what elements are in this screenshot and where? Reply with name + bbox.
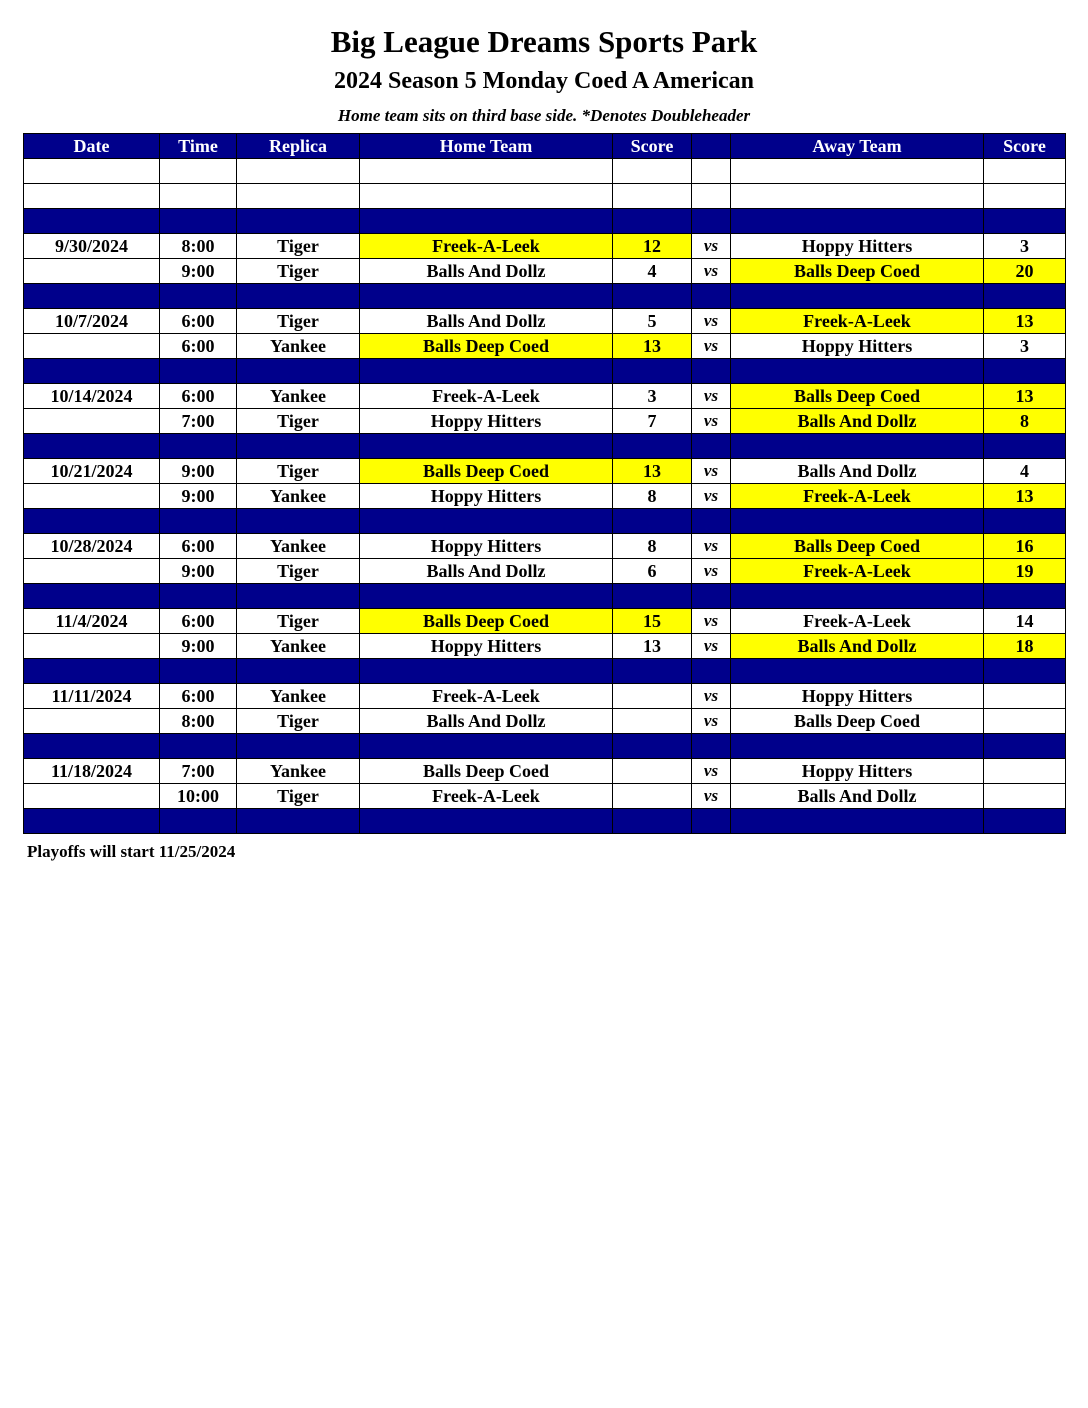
home-score-cell xyxy=(613,359,692,384)
away-score-cell: 20 xyxy=(984,259,1066,284)
game-row xyxy=(24,459,1066,484)
away-score-cell xyxy=(984,159,1066,184)
time-cell: 6:00 xyxy=(160,534,237,559)
time-cell xyxy=(160,434,237,459)
date-cell: 10/21/2024 xyxy=(24,459,160,484)
home-score-cell xyxy=(613,434,692,459)
away-score-cell: 18 xyxy=(984,634,1066,659)
home-team-cell: Hoppy Hitters xyxy=(360,634,613,659)
page-subtitle: 2024 Season 5 Monday Coed A American xyxy=(333,68,755,94)
away-score-cell: 8 xyxy=(984,409,1066,434)
time-cell xyxy=(160,184,237,209)
home-score-cell: 8 xyxy=(613,484,692,509)
away-team-cell: Balls And Dollz xyxy=(731,634,984,659)
game-row xyxy=(24,634,1066,659)
home-team-cell: Freek-A-Leek xyxy=(360,784,613,809)
vs-cell: vs xyxy=(692,759,731,784)
separator-row xyxy=(24,509,1066,534)
replica-cell xyxy=(237,659,360,684)
col-header-time: Time xyxy=(160,134,237,159)
time-cell: 6:00 xyxy=(160,609,237,634)
replica-cell xyxy=(237,209,360,234)
replica-cell: Tiger xyxy=(237,609,360,634)
away-score-cell xyxy=(984,709,1066,734)
away-team-cell xyxy=(731,734,984,759)
vs-cell: vs xyxy=(692,634,731,659)
away-score-cell xyxy=(984,284,1066,309)
away-team-cell xyxy=(731,159,984,184)
replica-cell: Yankee xyxy=(237,534,360,559)
separator-row xyxy=(24,734,1066,759)
replica-cell: Tiger xyxy=(237,559,360,584)
away-team-cell xyxy=(731,359,984,384)
vs-cell: vs xyxy=(692,259,731,284)
home-score-cell xyxy=(613,709,692,734)
away-team-cell xyxy=(731,209,984,234)
home-score-cell xyxy=(613,684,692,709)
date-cell xyxy=(24,584,160,609)
home-score-cell: 12 xyxy=(613,234,692,259)
home-team-cell xyxy=(360,509,613,534)
home-team-cell xyxy=(360,584,613,609)
away-team-cell: Freek-A-Leek xyxy=(731,609,984,634)
home-score-cell xyxy=(613,659,692,684)
away-team-cell: Balls Deep Coed xyxy=(731,534,984,559)
replica-cell xyxy=(237,434,360,459)
home-score-cell: 8 xyxy=(613,534,692,559)
home-score-cell xyxy=(613,759,692,784)
col-header-vs xyxy=(692,134,731,159)
col-header-home-score: Score xyxy=(613,134,692,159)
vs-cell: vs xyxy=(692,784,731,809)
away-team-cell xyxy=(731,809,984,834)
home-team-cell: Balls And Dollz xyxy=(360,309,613,334)
time-cell xyxy=(160,359,237,384)
vs-cell: vs xyxy=(692,559,731,584)
replica-cell: Yankee xyxy=(237,334,360,359)
home-score-cell xyxy=(613,809,692,834)
blank-row xyxy=(24,159,1066,184)
home-score-cell: 7 xyxy=(613,409,692,434)
separator-row xyxy=(24,284,1066,309)
game-row xyxy=(24,484,1066,509)
away-score-cell xyxy=(984,209,1066,234)
date-cell xyxy=(24,284,160,309)
away-score-cell xyxy=(984,359,1066,384)
replica-cell: Yankee xyxy=(237,634,360,659)
col-header-away-score: Score xyxy=(984,134,1066,159)
game-row xyxy=(24,409,1066,434)
date-cell xyxy=(24,409,160,434)
time-cell: 8:00 xyxy=(160,234,237,259)
vs-cell: vs xyxy=(692,334,731,359)
vs-cell xyxy=(692,284,731,309)
time-cell: 9:00 xyxy=(160,459,237,484)
vs-cell xyxy=(692,809,731,834)
home-team-cell: Balls And Dollz xyxy=(360,259,613,284)
date-cell xyxy=(24,184,160,209)
replica-cell: Tiger xyxy=(237,234,360,259)
replica-cell: Yankee xyxy=(237,384,360,409)
replica-cell xyxy=(237,509,360,534)
away-score-cell: 3 xyxy=(984,234,1066,259)
game-row xyxy=(24,784,1066,809)
page-title: Big League Dreams Sports Park xyxy=(330,24,758,59)
away-team-cell xyxy=(731,434,984,459)
away-team-cell: Freek-A-Leek xyxy=(731,484,984,509)
time-cell xyxy=(160,809,237,834)
vs-cell: vs xyxy=(692,409,731,434)
vs-cell: vs xyxy=(692,459,731,484)
date-cell xyxy=(24,334,160,359)
date-cell xyxy=(24,659,160,684)
home-score-cell: 4 xyxy=(613,259,692,284)
date-cell xyxy=(24,709,160,734)
replica-cell: Tiger xyxy=(237,309,360,334)
away-team-cell: Balls And Dollz xyxy=(731,459,984,484)
date-cell xyxy=(24,809,160,834)
date-cell: 11/18/2024 xyxy=(24,759,160,784)
separator-row xyxy=(24,584,1066,609)
time-cell: 7:00 xyxy=(160,409,237,434)
replica-cell xyxy=(237,359,360,384)
time-cell xyxy=(160,509,237,534)
date-cell xyxy=(24,509,160,534)
game-row xyxy=(24,684,1066,709)
home-team-cell xyxy=(360,809,613,834)
date-cell xyxy=(24,784,160,809)
time-cell: 6:00 xyxy=(160,309,237,334)
game-row xyxy=(24,234,1066,259)
away-score-cell xyxy=(984,759,1066,784)
home-score-cell: 13 xyxy=(613,634,692,659)
home-team-cell: Hoppy Hitters xyxy=(360,484,613,509)
separator-row xyxy=(24,359,1066,384)
vs-cell: vs xyxy=(692,709,731,734)
replica-cell: Yankee xyxy=(237,484,360,509)
away-team-cell xyxy=(731,284,984,309)
date-cell xyxy=(24,734,160,759)
vs-cell xyxy=(692,184,731,209)
away-score-cell xyxy=(984,809,1066,834)
game-row xyxy=(24,534,1066,559)
home-team-cell: Freek-A-Leek xyxy=(360,234,613,259)
vs-cell: vs xyxy=(692,234,731,259)
col-header-replica: Replica xyxy=(237,134,360,159)
replica-cell xyxy=(237,734,360,759)
home-team-cell xyxy=(360,734,613,759)
col-header-away-team: Away Team xyxy=(731,134,984,159)
away-team-cell: Balls Deep Coed xyxy=(731,259,984,284)
game-row xyxy=(24,559,1066,584)
home-team-cell xyxy=(360,434,613,459)
game-row xyxy=(24,709,1066,734)
away-score-cell: 4 xyxy=(984,459,1066,484)
date-cell xyxy=(24,159,160,184)
away-score-cell: 19 xyxy=(984,559,1066,584)
date-cell xyxy=(24,484,160,509)
home-team-cell: Balls Deep Coed xyxy=(360,609,613,634)
home-score-cell xyxy=(613,159,692,184)
game-row xyxy=(24,759,1066,784)
date-cell xyxy=(24,634,160,659)
home-score-cell: 3 xyxy=(613,384,692,409)
home-score-cell: 13 xyxy=(613,459,692,484)
blank-row xyxy=(24,184,1066,209)
replica-cell xyxy=(237,584,360,609)
replica-cell xyxy=(237,809,360,834)
game-row xyxy=(24,259,1066,284)
date-cell: 9/30/2024 xyxy=(24,234,160,259)
vs-cell xyxy=(692,209,731,234)
vs-cell xyxy=(692,659,731,684)
away-score-cell: 13 xyxy=(984,484,1066,509)
replica-cell: Tiger xyxy=(237,459,360,484)
separator-row xyxy=(24,809,1066,834)
away-score-cell xyxy=(984,434,1066,459)
away-team-cell: Freek-A-Leek xyxy=(731,559,984,584)
home-score-cell xyxy=(613,184,692,209)
home-team-cell: Balls And Dollz xyxy=(360,559,613,584)
game-row xyxy=(24,384,1066,409)
away-team-cell: Hoppy Hitters xyxy=(731,234,984,259)
separator-row xyxy=(24,209,1066,234)
date-cell xyxy=(24,209,160,234)
home-score-cell xyxy=(613,284,692,309)
vs-cell: vs xyxy=(692,684,731,709)
home-score-cell: 13 xyxy=(613,334,692,359)
home-score-cell xyxy=(613,509,692,534)
replica-cell: Yankee xyxy=(237,684,360,709)
home-team-cell: Freek-A-Leek xyxy=(360,684,613,709)
vs-cell xyxy=(692,434,731,459)
home-team-cell: Balls Deep Coed xyxy=(360,459,613,484)
away-team-cell: Hoppy Hitters xyxy=(731,334,984,359)
time-cell xyxy=(160,659,237,684)
game-row xyxy=(24,334,1066,359)
home-team-cell xyxy=(360,184,613,209)
home-score-cell xyxy=(613,784,692,809)
replica-cell: Yankee xyxy=(237,759,360,784)
home-team-cell xyxy=(360,159,613,184)
game-row xyxy=(24,309,1066,334)
time-cell: 9:00 xyxy=(160,484,237,509)
away-team-cell: Freek-A-Leek xyxy=(731,309,984,334)
vs-cell xyxy=(692,159,731,184)
home-team-cell: Balls Deep Coed xyxy=(360,334,613,359)
vs-cell xyxy=(692,509,731,534)
col-header-home-team: Home Team xyxy=(360,134,613,159)
replica-cell: Tiger xyxy=(237,784,360,809)
date-cell: 10/14/2024 xyxy=(24,384,160,409)
away-team-cell: Balls Deep Coed xyxy=(731,384,984,409)
time-cell: 9:00 xyxy=(160,634,237,659)
vs-cell: vs xyxy=(692,534,731,559)
away-score-cell xyxy=(984,734,1066,759)
date-cell xyxy=(24,559,160,584)
home-team-cell: Freek-A-Leek xyxy=(360,384,613,409)
home-team-cell: Hoppy Hitters xyxy=(360,409,613,434)
table-header-row xyxy=(24,134,1066,159)
date-cell: 10/7/2024 xyxy=(24,309,160,334)
time-cell: 6:00 xyxy=(160,684,237,709)
vs-cell xyxy=(692,584,731,609)
away-score-cell xyxy=(984,509,1066,534)
home-team-cell: Balls And Dollz xyxy=(360,709,613,734)
replica-cell xyxy=(237,284,360,309)
away-team-cell: Hoppy Hitters xyxy=(731,684,984,709)
vs-cell: vs xyxy=(692,384,731,409)
away-score-cell xyxy=(984,684,1066,709)
home-team-cell: Hoppy Hitters xyxy=(360,534,613,559)
away-score-cell: 3 xyxy=(984,334,1066,359)
away-team-cell xyxy=(731,584,984,609)
away-score-cell xyxy=(984,659,1066,684)
replica-cell xyxy=(237,159,360,184)
col-header-date: Date xyxy=(24,134,160,159)
away-team-cell xyxy=(731,184,984,209)
time-cell xyxy=(160,734,237,759)
time-cell xyxy=(160,209,237,234)
vs-cell: vs xyxy=(692,609,731,634)
time-cell: 6:00 xyxy=(160,334,237,359)
away-score-cell xyxy=(984,584,1066,609)
home-team-cell xyxy=(360,359,613,384)
home-score-cell xyxy=(613,584,692,609)
away-score-cell: 13 xyxy=(984,384,1066,409)
replica-cell: Tiger xyxy=(237,709,360,734)
time-cell: 9:00 xyxy=(160,559,237,584)
separator-row xyxy=(24,434,1066,459)
away-score-cell: 16 xyxy=(984,534,1066,559)
schedule-body xyxy=(24,159,1066,834)
away-team-cell: Hoppy Hitters xyxy=(731,759,984,784)
schedule-note: Home team sits on third base side. *Denotes Doubleheader xyxy=(337,106,751,125)
replica-cell xyxy=(237,184,360,209)
date-cell: 11/4/2024 xyxy=(24,609,160,634)
time-cell: 6:00 xyxy=(160,384,237,409)
away-score-cell: 14 xyxy=(984,609,1066,634)
separator-row xyxy=(24,659,1066,684)
home-score-cell: 6 xyxy=(613,559,692,584)
date-cell xyxy=(24,259,160,284)
away-team-cell: Balls And Dollz xyxy=(731,784,984,809)
time-cell xyxy=(160,284,237,309)
game-row xyxy=(24,609,1066,634)
away-team-cell xyxy=(731,509,984,534)
replica-cell: Tiger xyxy=(237,259,360,284)
vs-cell xyxy=(692,359,731,384)
away-team-cell: Balls And Dollz xyxy=(731,409,984,434)
home-score-cell xyxy=(613,209,692,234)
home-score-cell xyxy=(613,734,692,759)
date-cell: 11/11/2024 xyxy=(24,684,160,709)
replica-cell: Tiger xyxy=(237,409,360,434)
away-team-cell: Balls Deep Coed xyxy=(731,709,984,734)
vs-cell xyxy=(692,734,731,759)
schedule-table xyxy=(23,133,1066,834)
time-cell: 10:00 xyxy=(160,784,237,809)
date-cell xyxy=(24,434,160,459)
date-cell xyxy=(24,359,160,384)
time-cell: 9:00 xyxy=(160,259,237,284)
home-team-cell xyxy=(360,284,613,309)
vs-cell: vs xyxy=(692,309,731,334)
time-cell xyxy=(160,584,237,609)
playoffs-note: Playoffs will start 11/25/2024 xyxy=(27,842,236,861)
time-cell: 8:00 xyxy=(160,709,237,734)
home-team-cell xyxy=(360,209,613,234)
time-cell: 7:00 xyxy=(160,759,237,784)
home-team-cell xyxy=(360,659,613,684)
away-score-cell xyxy=(984,184,1066,209)
away-team-cell xyxy=(731,659,984,684)
time-cell xyxy=(160,159,237,184)
home-team-cell: Balls Deep Coed xyxy=(360,759,613,784)
home-score-cell: 15 xyxy=(613,609,692,634)
away-score-cell: 13 xyxy=(984,309,1066,334)
date-cell: 10/28/2024 xyxy=(24,534,160,559)
vs-cell: vs xyxy=(692,484,731,509)
home-score-cell: 5 xyxy=(613,309,692,334)
away-score-cell xyxy=(984,784,1066,809)
